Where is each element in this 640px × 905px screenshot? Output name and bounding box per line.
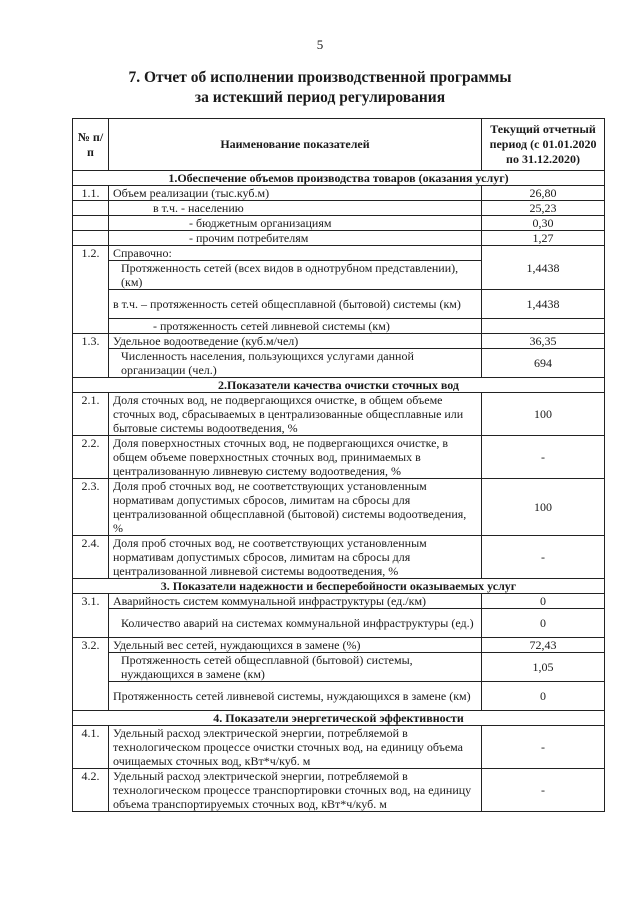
row-number: 3.1. [73, 594, 109, 638]
table-row [73, 726, 605, 769]
table-row [73, 216, 605, 231]
table-row [73, 290, 605, 319]
row-value: 26,80 [482, 186, 605, 201]
row-value: 100 [482, 479, 605, 536]
table-row [73, 594, 605, 609]
row-name: Удельное водоотведение (куб.м/чел) [109, 334, 482, 349]
row-name: Доля поверхностных сточных вод, не подвергающихся очистке, в общем объеме поверхностных сточных вод, принимаемых в централизованную ливневую систему водоотведения, % [109, 436, 482, 479]
row-value: 0 [482, 594, 605, 609]
row-value: - [482, 769, 605, 812]
row-number: 1.2. [73, 246, 109, 334]
table-row [73, 246, 605, 261]
row-name: Доля проб сточных вод, не соответствующих установленным нормативам допустимых сбросов, лимитам на сбросы для централизованной ливневой системы водоотведения, % [109, 536, 482, 579]
row-number: 2.4. [73, 536, 109, 579]
table-row [73, 609, 605, 638]
row-value: 0,30 [482, 216, 605, 231]
row-name: Доля проб сточных вод, не соответствующих установленным нормативам допустимых сбросов, лимитам на сбросы для централизованной общесплавной (бытовой) системы водоотведения, % [109, 479, 482, 536]
table-row [73, 638, 605, 653]
page-number: 5 [316, 37, 324, 52]
row-name: Численность населения, пользующихся услугами данной организации (чел.) [109, 349, 482, 378]
row-value: - [482, 436, 605, 479]
header-row [73, 119, 605, 171]
table-row [73, 536, 605, 579]
row-value: 100 [482, 393, 605, 436]
row-number: 1.3. [73, 334, 109, 378]
section-row [73, 171, 605, 186]
row-number: 2.3. [73, 479, 109, 536]
row-number: 1.1. [73, 186, 109, 201]
table-row [73, 231, 605, 246]
row-number [73, 231, 109, 246]
row-value: 0 [482, 682, 605, 711]
table-row [73, 186, 605, 201]
header-value: Текущий отчетный период (с 01.01.2020 по 31.12.2020) [482, 119, 605, 171]
title-line-1: 7. Отчет об исполнении производственной программы [128, 69, 512, 86]
row-name: - протяженность сетей ливневой системы (км) [109, 319, 482, 334]
row-name: Удельный расход электрической энергии, потребляемой в технологическом процессе транспортировки сточных вод, на единицу объема транспортируемых сточных вод, кВт*ч/куб. м [109, 769, 482, 812]
row-value: 25,23 [482, 201, 605, 216]
row-name: - прочим потребителям [109, 231, 482, 246]
row-number: 4.1. [73, 726, 109, 769]
row-number: 4.2. [73, 769, 109, 812]
table-row [73, 436, 605, 479]
row-value: - [482, 536, 605, 579]
row-name: Удельный расход электрической энергии, потребляемой в технологическом процессе очистки сточных вод, на единицу объема очищаемых сточных вод, кВт*ч/куб. м [109, 726, 482, 769]
report-table [72, 118, 605, 812]
section-title-4: 4. Показатели энергетической эффективности [73, 711, 605, 726]
section-row [73, 579, 605, 594]
table-row [73, 682, 605, 711]
row-value: 1,4438 [482, 290, 605, 319]
row-name: Количество аварий на системах коммунальной инфраструктуры (ед.) [109, 609, 482, 638]
row-name: Протяженность сетей общесплавной (бытовой) системы, нуждающихся в замене (км) [109, 653, 482, 682]
row-value: 694 [482, 349, 605, 378]
section-title-1: 1.Обеспечение объемов производства товаров (оказания услуг) [73, 171, 605, 186]
row-value: 1,27 [482, 231, 605, 246]
table-row [73, 334, 605, 349]
section-row [73, 378, 605, 393]
section-title-2: 2.Показатели качества очистки сточных вод [73, 378, 605, 393]
row-value [482, 319, 605, 334]
table-row [73, 393, 605, 436]
row-number [73, 216, 109, 231]
section-row [73, 711, 605, 726]
table-row [73, 653, 605, 682]
row-name: Протяженность сетей ливневой системы, нуждающихся в замене (км) [109, 682, 482, 711]
row-value: 1,4438 [482, 246, 605, 290]
row-name: Доля сточных вод, не подвергающихся очистке, в общем объеме сточных вод, сбрасываемых в централизованные общесплавные или бытовые системы водоотведения, % [109, 393, 482, 436]
row-name: в т.ч. - населению [109, 201, 482, 216]
row-name: Справочно: [109, 246, 482, 261]
row-value: 72,43 [482, 638, 605, 653]
row-number: 3.2. [73, 638, 109, 711]
row-name: в т.ч. – протяженность сетей общесплавной (бытовой) системы (км) [109, 290, 482, 319]
table-row [73, 769, 605, 812]
header-no: № п/п [73, 119, 109, 171]
row-name: Удельный вес сетей, нуждающихся в замене (%) [109, 638, 482, 653]
row-number: 2.1. [73, 393, 109, 436]
report-title [0, 68, 640, 108]
title-line-2: за истекший период регулирования [194, 89, 446, 106]
row-value: 1,05 [482, 653, 605, 682]
header-name: Наименование показателей [109, 119, 482, 171]
table-row [73, 349, 605, 378]
row-value: - [482, 726, 605, 769]
row-name: Аварийность систем коммунальной инфраструктуры (ед./км) [109, 594, 482, 609]
row-number [73, 201, 109, 216]
row-name: Протяженность сетей (всех видов в однотрубном представлении), (км) [109, 261, 482, 290]
row-value: 0 [482, 609, 605, 638]
table-row [73, 479, 605, 536]
table-row [73, 319, 605, 334]
table-row [73, 201, 605, 216]
row-number: 2.2. [73, 436, 109, 479]
section-title-3: 3. Показатели надежности и бесперебойности оказываемых услуг [73, 579, 605, 594]
row-name: - бюджетным организациям [109, 216, 482, 231]
row-name: Объем реализации (тыс.куб.м) [109, 186, 482, 201]
row-value: 36,35 [482, 334, 605, 349]
